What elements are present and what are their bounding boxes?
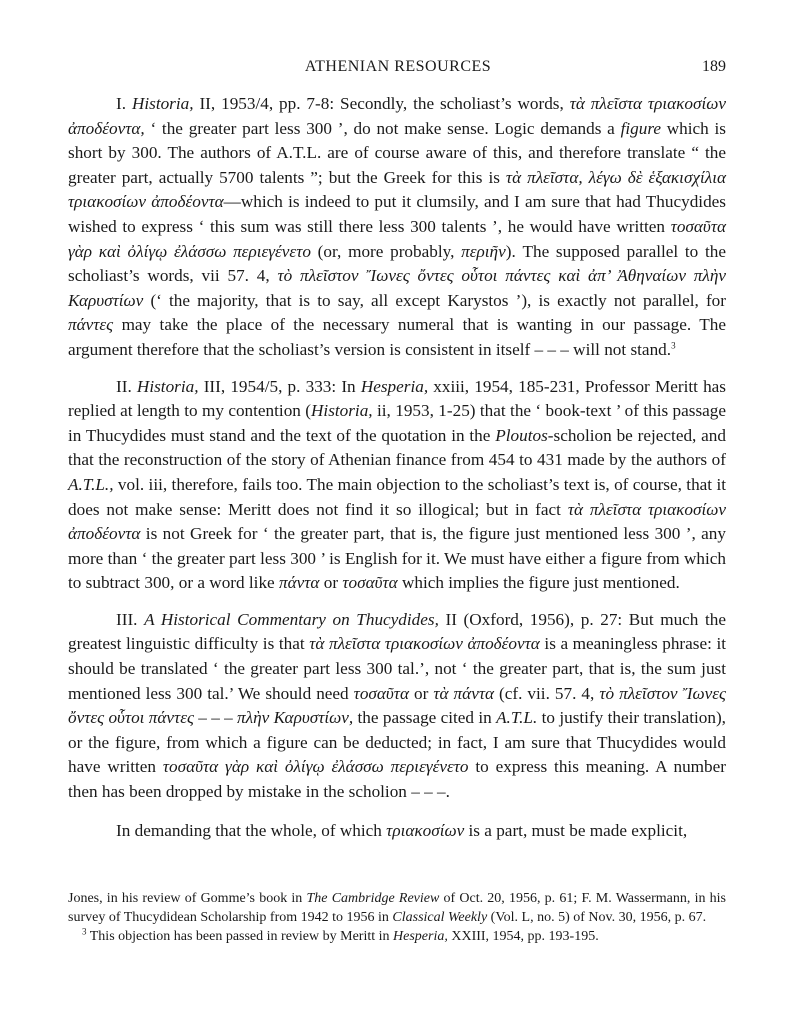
text-segment: III. [116, 609, 145, 629]
text-segment: ). The supposed parallel to the scholiast’s words, vii 57. 4, [68, 241, 726, 286]
text-segment: —which is indeed to put it clumsily, and I am sure that had Thucydides wished to express ‘ this sum was still there less 300 talents ’, he would have written [68, 192, 726, 236]
text-segment: II. [116, 376, 137, 396]
text-segment: In demanding that the whole, of which [116, 820, 387, 840]
greek-quote: τὸ πλεῖστον Ἴωνες ὄντες οὗτοι πάντες καὶ ἀπ’ Ἀθηναίων πλὴν Καρυστίων [68, 266, 726, 310]
text-segment: which implies the figure just mentioned. [397, 573, 680, 593]
paragraph-commentary [68, 608, 726, 805]
greek-quote: τὰ πλεῖστα, λέγω δὲ ἑξακισχίλια τριακοσίων ἀποδέοντα [68, 167, 726, 212]
greek-quote: τὰ πλεῖστα τριακοσίων ἀποδέοντα [68, 499, 727, 544]
text-segment: II (Oxford, 1956), p. 27: But much the greatest linguistic difficulty is that [68, 609, 726, 654]
text-segment: may take the place of the necessary numeral that is wanting in our passage. The argument therefore that the scholiast’s version is consistent in itself – – – will not stand. [68, 315, 726, 359]
footnote-3 [68, 927, 726, 946]
work-title: A.T.L., [68, 474, 114, 494]
footnote-continuation [68, 889, 726, 927]
greek-quote: τοσαῦτα γὰρ καὶ ὀλίγῳ ἐλάσσω περιεγένετο [68, 216, 726, 261]
paragraph-historia-ii [68, 92, 726, 363]
text-segment: III, 1954/5, p. 333: In [198, 376, 361, 396]
greek-quote: τὰ πάντα [433, 683, 494, 703]
journal-title: Hesperia, [393, 929, 448, 944]
work-title: A.T.L. [496, 708, 538, 728]
journal-title: Historia, [311, 401, 373, 421]
text-segment: This objection has been passed in review by Meritt in [86, 929, 394, 944]
text-segment: is not Greek for ‘ the greater part, that is, the figure just mentioned less 300 ’, any more than ‘ the greater part less 300 ’ is English for it. We must have either a figure from which to subtract 300, or a word like [68, 524, 726, 593]
text-segment: (Vol. L, no. 5) of Nov. 30, 1956, p. 67. [487, 910, 707, 925]
emphasis: figure [620, 118, 661, 138]
page-number: 189 [702, 58, 726, 75]
text-segment: xxiii, 1954, 185-231, Professor Meritt has replied at length to my contention ( [68, 376, 726, 421]
text-segment: (‘ the majority, that is to say, all except Karystos ’), is exactly not parallel, for [143, 290, 726, 310]
main-text [68, 92, 726, 855]
text-segment: to express this meaning. A number then has been dropped by mistake in the scholion – – –. [68, 757, 726, 802]
text-segment: I. [116, 94, 132, 113]
greek-quote: τοσαῦτα [342, 573, 398, 593]
text-segment: which is short by 300. The authors of A.T.L. are of course aware of this, and therefore translate “ the greater part, actually 5700 talents ”; but the Greek for this is [68, 118, 726, 187]
text-segment: (or, more probably, [310, 241, 462, 261]
paragraph-continuing [68, 819, 726, 844]
greek-quote: τοσαῦτα γὰρ καὶ ὀλίγῳ ἐλάσσω περιεγένετο [162, 757, 469, 777]
footnote-marker: 3 [671, 340, 676, 351]
journal-title: Historia, [131, 94, 194, 113]
text-segment: ii, 1953, 1-25) that the ‘ book-text ’ of this passage in Thucydides must stand and the text of the quotation in the [68, 401, 726, 445]
greek-quote: τὰ πλεῖστα τριακοσίων ἀποδέοντα, [68, 94, 726, 138]
text-segment: of Oct. 20, 1956, p. 61; F. M. Wassermann, in his survey of Thucydidean Scholarship from 1942 to 1956 in [68, 891, 727, 925]
text-segment: XXIII, 1954, pp. 193-195. [447, 929, 599, 944]
footnote-number: 3 [82, 926, 87, 937]
journal-title: The Cambridge Review [306, 891, 440, 906]
greek-quote: τοσαῦτα [353, 683, 409, 703]
text-segment: is a meaningless phrase: it should be translated ‘ the greater part less 300 tal.’, not ‘ the greater part, that is, the sum just mentioned less 300 tal.’ We should need [68, 634, 726, 703]
text-segment: -scholion be rejected, and that the reconstruction of the story of Athenian finance from 454 to 431 made by the authors of [68, 425, 726, 470]
greek-quote: πάντες [68, 315, 114, 335]
text-segment: vol. iii, therefore, fails too. The main objection to the scholiast’s text is, of course, that it does not make sense: Meritt does not find it so illogical; but in fact [68, 474, 726, 519]
text-segment: to justify their translation), or the figure, from which a figure can be deducted; in fact, I am sure that Thucydides would have written [68, 708, 726, 777]
journal-title: Historia, [136, 376, 199, 396]
greek-quote: τὸ πλεῖστον Ἴωνες ὄντες οὗτοι πάντες – – – πλὴν Καρυστίων, [68, 683, 727, 728]
work-title: A Historical Commentary on Thucydides, [144, 609, 439, 629]
paragraph-historia-iii [68, 375, 726, 596]
greek-quote: τὰ πλεῖστα τριακοσίων ἀποδέοντα [309, 634, 540, 654]
text-segment: Jones, in his review of Gomme’s book in [68, 891, 307, 906]
text-segment: or [408, 683, 434, 703]
work-title: Ploutos [495, 425, 548, 445]
journal-title: Hesperia, [360, 376, 429, 396]
text-segment: II, 1953/4, pp. 7-8: Secondly, the scholiast’s words, [193, 94, 570, 113]
text-segment: or [319, 573, 343, 593]
greek-quote: τριακοσίων [386, 820, 465, 840]
greek-quote: πάντα [278, 573, 320, 593]
running-title: ATHENIAN RESOURCES [304, 58, 492, 75]
text-segment: the passage cited in [353, 708, 497, 728]
text-segment: is a part, must be made explicit, [464, 820, 688, 840]
running-head [68, 58, 728, 80]
text-segment: (cf. vii. 57. 4, [494, 683, 600, 703]
journal-title: Classical Weekly [392, 910, 488, 925]
text-segment: ‘ the greater part less 300 ’, do not make sense. Logic demands a [144, 118, 621, 138]
greek-quote: περιῆν [461, 241, 506, 261]
footnotes [68, 889, 726, 946]
